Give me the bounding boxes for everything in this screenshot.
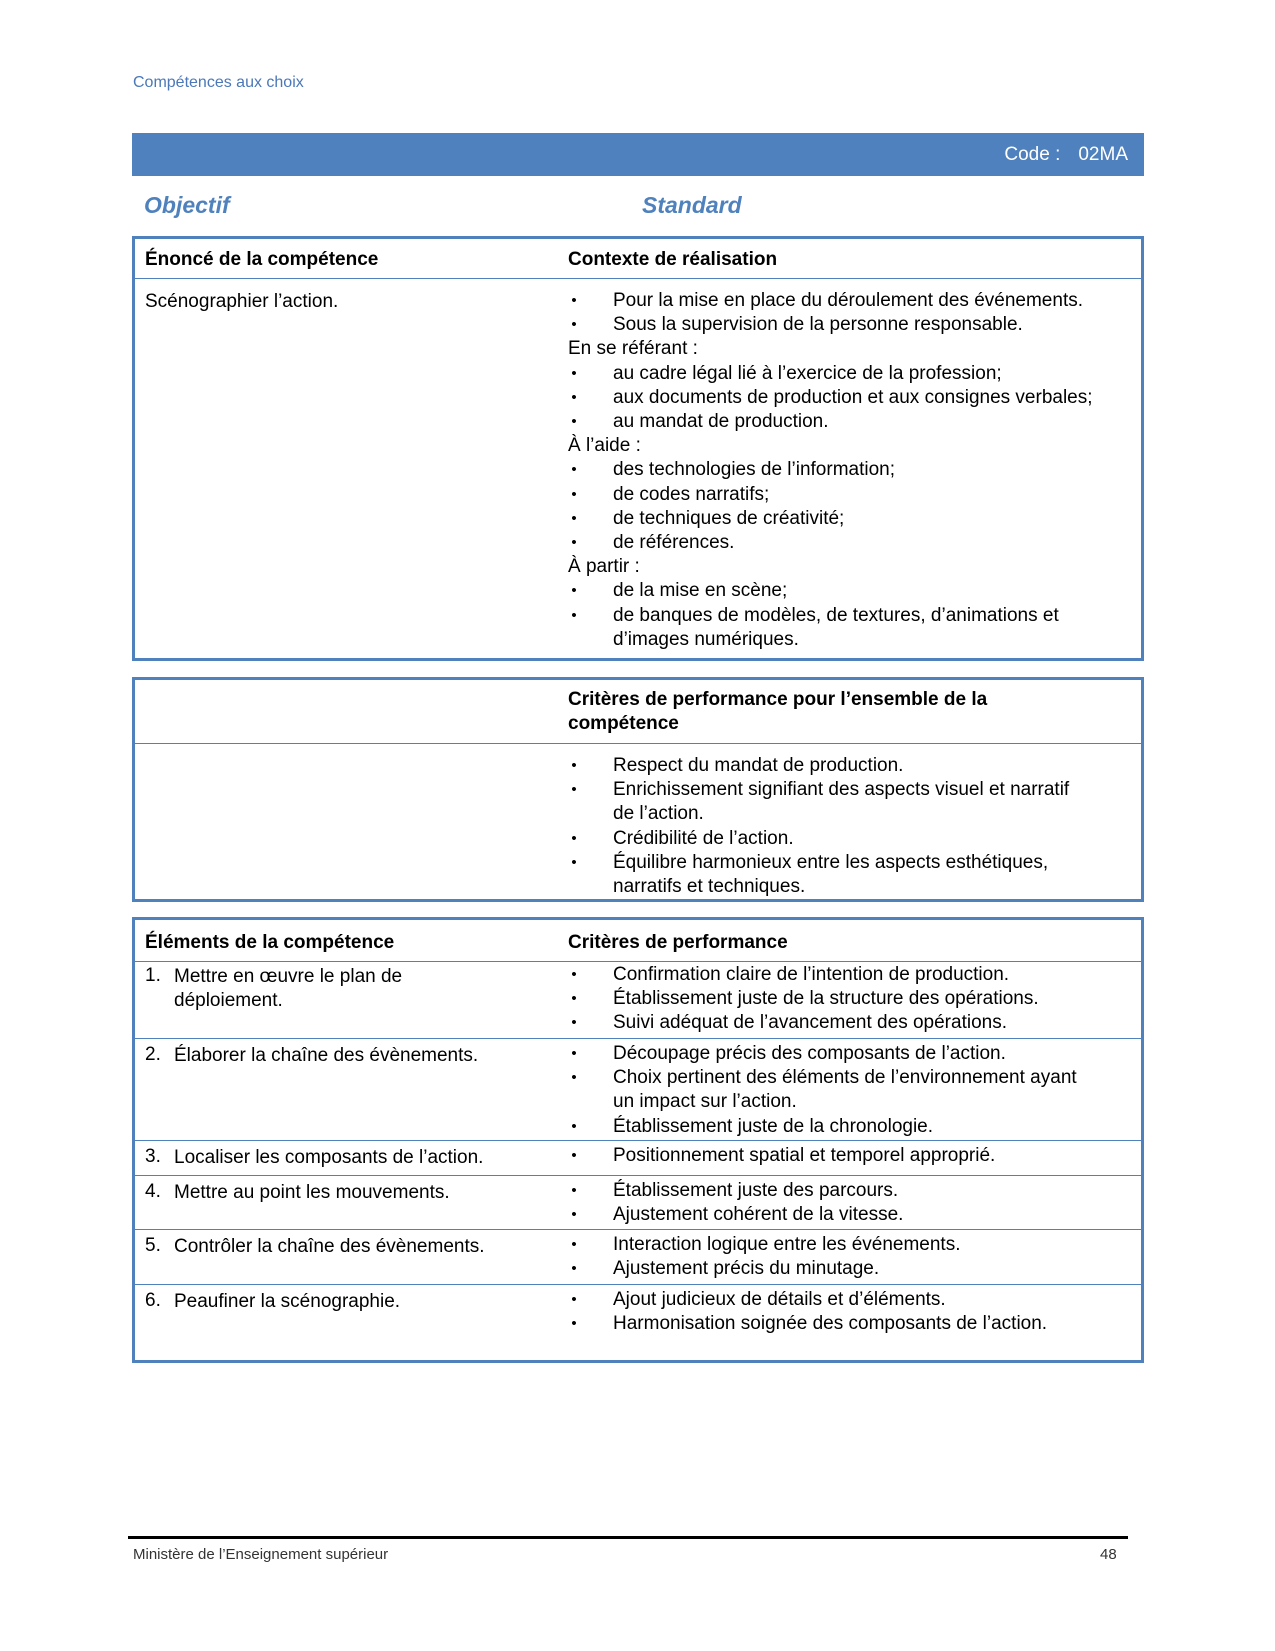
bullet-icon: • bbox=[571, 509, 577, 527]
col2-header: Contexte de réalisation bbox=[568, 249, 778, 270]
col1-header: Éléments de la compétence bbox=[145, 932, 395, 953]
list-item bbox=[568, 362, 1131, 386]
objectif-heading: Objectif bbox=[144, 192, 230, 218]
element-number: 5. bbox=[145, 1235, 161, 1256]
row-divider bbox=[135, 1038, 1141, 1039]
list-item-text: Suivi adéquat de l’avancement des opérations. bbox=[613, 1012, 1007, 1034]
list-item bbox=[568, 434, 1131, 458]
element-number: 6. bbox=[145, 1290, 161, 1311]
list-item bbox=[568, 579, 1131, 603]
list-item bbox=[568, 1203, 1131, 1227]
list-item bbox=[568, 628, 1131, 652]
list-item-text: Confirmation claire de l’intention de production. bbox=[613, 964, 1010, 985]
list-item bbox=[568, 1233, 1131, 1257]
list-item bbox=[568, 1066, 1131, 1090]
bullet-icon: • bbox=[571, 966, 577, 983]
bullet-icon: • bbox=[571, 582, 577, 600]
list-item-text: de références. bbox=[613, 532, 735, 553]
element-text: Mettre au point les mouvements. bbox=[174, 1182, 450, 1203]
col2-header: Critères de performance bbox=[568, 932, 788, 953]
list-item bbox=[568, 1144, 1131, 1168]
row-divider bbox=[135, 1229, 1141, 1230]
list-item bbox=[568, 337, 1131, 361]
section3-header-row bbox=[135, 920, 1141, 962]
list-item-text: un impact sur l’action. bbox=[613, 1091, 797, 1113]
code-label: Code : 02MA bbox=[1004, 144, 1128, 165]
bullet-icon: • bbox=[571, 534, 577, 551]
element-text: Élaborer la chaîne des évènements. bbox=[174, 1045, 479, 1066]
list-item-text: aux documents de production et aux consignes verbales; bbox=[613, 386, 1093, 408]
list-item bbox=[568, 604, 1131, 628]
col1-header: Énoncé de la compétence bbox=[145, 249, 379, 270]
list-item bbox=[568, 987, 1131, 1011]
bullet-icon: • bbox=[571, 388, 577, 406]
list-item-text: Équilibre harmonieux entre les aspects esthétiques, bbox=[613, 851, 1049, 873]
list-item bbox=[568, 313, 1131, 337]
list-item-text: Ajustement cohérent de la vitesse. bbox=[613, 1204, 904, 1226]
list-item bbox=[568, 1257, 1131, 1281]
list-item-text: Choix pertinent des éléments de l’environnement ayant bbox=[613, 1067, 1077, 1089]
list-item bbox=[568, 1288, 1131, 1312]
list-item bbox=[568, 1042, 1131, 1066]
list-item bbox=[568, 963, 1131, 987]
bullet-icon: • bbox=[571, 990, 577, 1008]
list-item bbox=[568, 754, 1131, 778]
bullet-icon: • bbox=[571, 1147, 577, 1164]
element-number: 4. bbox=[145, 1181, 161, 1202]
list-item bbox=[568, 1011, 1131, 1035]
bullet-icon: • bbox=[571, 413, 577, 430]
list-item bbox=[568, 1115, 1131, 1139]
code-value: 02MA bbox=[1078, 144, 1128, 165]
section2-header: Critères de performance pour l’ensemble de la compétence bbox=[568, 689, 988, 734]
section2-header-row bbox=[135, 680, 1141, 744]
bullet-icon: • bbox=[571, 1182, 577, 1199]
code-band bbox=[132, 133, 1144, 176]
list-item bbox=[568, 555, 1131, 579]
bullet-icon: • bbox=[571, 1315, 577, 1333]
list-item-text: Découpage précis des composants de l’action. bbox=[613, 1043, 1006, 1064]
element-number: 2. bbox=[145, 1044, 161, 1065]
list-item-text: de banques de modèles, de textures, d’animations et bbox=[613, 604, 1059, 626]
list-item-text: Positionnement spatial et temporel approprié. bbox=[613, 1145, 996, 1166]
list-item-text: Sous la supervision de la personne responsable. bbox=[613, 314, 1023, 336]
list-item-text: Pour la mise en place du déroulement des événements. bbox=[613, 290, 1083, 311]
list-item-text: Établissement juste des parcours. bbox=[613, 1180, 899, 1201]
element-text: Peaufiner la scénographie. bbox=[174, 1291, 401, 1312]
list-item-text: au cadre légal lié à l’exercice de la profession; bbox=[613, 362, 1002, 384]
element-number: 3. bbox=[145, 1146, 161, 1167]
list-item bbox=[568, 1090, 1131, 1114]
list-item bbox=[568, 507, 1131, 531]
performance-criteria-box bbox=[132, 677, 1144, 902]
bullet-icon: • bbox=[571, 781, 577, 799]
competence-statement-box bbox=[132, 236, 1144, 661]
list-item-text: narratifs et techniques. bbox=[613, 876, 806, 897]
footer-ministry: Ministère de l’Enseignement supérieur bbox=[133, 1546, 389, 1563]
bullet-icon: • bbox=[571, 316, 577, 334]
list-item-text: Ajout judicieux de détails et d’éléments. bbox=[613, 1289, 946, 1310]
list-item bbox=[568, 458, 1131, 482]
list-item-text: des technologies de l’information; bbox=[613, 459, 896, 481]
page-header: Compétences aux choix bbox=[133, 74, 304, 91]
list-item bbox=[568, 386, 1131, 410]
list-item-text: d’images numériques. bbox=[613, 628, 799, 650]
list-item-text: Interaction logique entre les événements. bbox=[613, 1234, 961, 1255]
bullet-icon: • bbox=[571, 292, 577, 309]
list-item-text: de l’action. bbox=[613, 803, 704, 825]
list-item bbox=[568, 875, 1131, 899]
element-text: Mettre en œuvre le plan de bbox=[174, 966, 403, 987]
bullet-icon: • bbox=[571, 1291, 577, 1308]
list-item-text: À partir : bbox=[568, 556, 640, 578]
list-item-text: Enrichissement signifiant des aspects visuel et narratif bbox=[613, 779, 1070, 801]
bullet-icon: • bbox=[571, 1014, 577, 1032]
list-item-text: au mandat de production. bbox=[613, 411, 829, 432]
page-number: 48 bbox=[1100, 1546, 1117, 1563]
list-item-text: de la mise en scène; bbox=[613, 580, 788, 602]
bullet-icon: • bbox=[571, 1236, 577, 1253]
section1-header-row bbox=[135, 239, 1141, 279]
list-item-text: Harmonisation soignée des composants de l’action. bbox=[613, 1313, 1048, 1335]
list-item-text: Respect du mandat de production. bbox=[613, 755, 904, 776]
row-divider bbox=[135, 1284, 1141, 1285]
standard-heading: Standard bbox=[642, 192, 742, 218]
list-item-text: À l’aide : bbox=[568, 435, 641, 457]
bullet-icon: • bbox=[571, 1069, 577, 1087]
list-item bbox=[568, 851, 1131, 875]
row-divider bbox=[135, 1140, 1141, 1141]
list-item-text: de techniques de créativité; bbox=[613, 507, 845, 529]
bullet-icon: • bbox=[571, 485, 577, 503]
bullet-icon: • bbox=[571, 1260, 577, 1278]
list-item bbox=[568, 483, 1131, 507]
list-item-text: Établissement juste de la structure des opérations. bbox=[613, 988, 1039, 1010]
bullet-icon: • bbox=[571, 461, 577, 479]
list-item-text: Crédibilité de l’action. bbox=[613, 827, 794, 849]
bullet-icon: • bbox=[571, 606, 577, 624]
bullet-icon: • bbox=[571, 829, 577, 847]
elements-box bbox=[132, 917, 1144, 1363]
list-item-text: Établissement juste de la chronologie. bbox=[613, 1115, 934, 1137]
bullet-icon: • bbox=[571, 1117, 577, 1135]
list-item bbox=[568, 1179, 1131, 1203]
list-item bbox=[568, 827, 1131, 851]
list-item-text: Ajustement précis du minutage. bbox=[613, 1258, 880, 1280]
list-item-text: En se référant : bbox=[568, 338, 698, 360]
element-text: déploiement. bbox=[174, 990, 283, 1011]
element-text: Localiser les composants de l’action. bbox=[174, 1147, 484, 1168]
bullet-icon: • bbox=[571, 757, 577, 774]
bullet-icon: • bbox=[571, 364, 577, 382]
list-item bbox=[568, 531, 1131, 555]
list-item bbox=[568, 410, 1131, 434]
competence-statement: Scénographier l’action. bbox=[145, 291, 339, 312]
list-item bbox=[568, 778, 1131, 802]
list-item bbox=[568, 1312, 1131, 1336]
element-number: 1. bbox=[145, 965, 161, 986]
bullet-icon: • bbox=[571, 1206, 577, 1224]
bullet-icon: • bbox=[571, 853, 577, 871]
list-item-text: de codes narratifs; bbox=[613, 483, 770, 505]
list-item bbox=[568, 802, 1131, 826]
row-divider bbox=[135, 1175, 1141, 1176]
footer-rule bbox=[128, 1536, 1128, 1539]
element-text: Contrôler la chaîne des évènements. bbox=[174, 1236, 485, 1257]
list-item bbox=[568, 289, 1131, 313]
bullet-icon: • bbox=[571, 1045, 577, 1062]
